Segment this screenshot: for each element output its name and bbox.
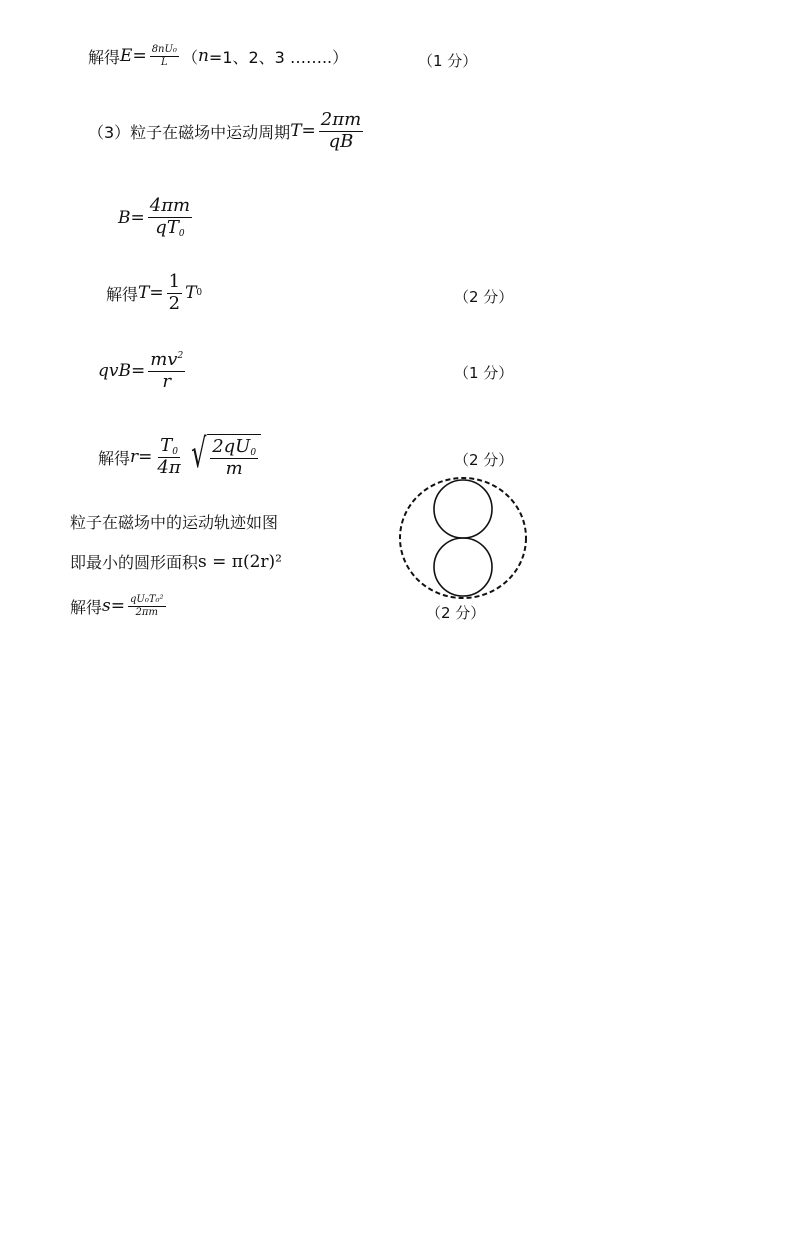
fraction-E [150, 44, 179, 68]
score-4: （2 分） [454, 288, 514, 306]
score-6: （2 分） [454, 451, 514, 469]
equals: = [301, 121, 316, 142]
fraction-denominator: qB [328, 130, 354, 152]
var-E: E [120, 46, 133, 66]
text-solve: 解得 [70, 597, 103, 617]
num-subscript: 0 [172, 446, 178, 457]
fraction-numerator: qU₀T₀² [130, 594, 164, 605]
text-min-area: 即最小的圆形面积 [70, 553, 199, 572]
var-s: s [102, 596, 111, 616]
fraction-numerator: 1 [168, 271, 181, 292]
line-8 [70, 550, 282, 573]
fraction-denominator: r [162, 370, 172, 392]
fraction-s [128, 594, 166, 618]
fraction-numerator: 4πm [149, 195, 191, 216]
fraction-denominator [153, 218, 186, 239]
fraction-denominator: 2 [168, 292, 181, 314]
equals: = [130, 361, 146, 382]
fraction-denominator: 2πm [135, 606, 158, 618]
equals: = [138, 447, 153, 468]
line-4 [106, 272, 202, 314]
fraction-sqrt [210, 437, 258, 480]
line-6 [98, 431, 261, 480]
fraction-T0-4pi [155, 436, 182, 479]
var-T: T [138, 283, 150, 304]
line-2 [88, 110, 366, 152]
text-solve: 解得 [88, 47, 121, 67]
fraction-denominator: 4π [157, 456, 181, 478]
var-n: n [197, 46, 209, 66]
upper-circle [434, 480, 492, 538]
lhs-qvB: qvB [98, 361, 131, 382]
line-7: 粒子在磁场中的运动轨迹如图 [70, 513, 279, 532]
den-subscript: 0 [178, 228, 185, 239]
equals: = [130, 207, 145, 228]
line-9 [70, 594, 169, 618]
T0-subscript: 0 [196, 288, 203, 299]
num-text: 2qU [212, 436, 251, 457]
text-solve: 解得 [106, 284, 139, 304]
den-text: qT [155, 216, 179, 238]
radical-sign: √ [190, 431, 207, 477]
var-B: B [118, 207, 131, 228]
fraction-half [167, 272, 182, 314]
num-text: mv [150, 349, 178, 370]
score-5: （1 分） [454, 364, 514, 382]
fraction-numerator: 8nU₀ [151, 44, 177, 55]
sqrt [186, 431, 261, 480]
equals: = [110, 596, 125, 616]
n-range: =1、2、3 ……..） [208, 47, 349, 67]
lower-circle [434, 538, 492, 596]
equals: = [132, 46, 147, 66]
score-9: （2 分） [426, 604, 486, 622]
fraction-B [148, 196, 192, 239]
fraction-numerator [158, 436, 180, 458]
text-solve: 解得 [98, 448, 131, 468]
line-3 [118, 196, 195, 239]
fraction-centripetal [148, 350, 185, 392]
score-1: （1 分） [418, 52, 478, 70]
text-period: （3）粒子在磁场中运动周期 [88, 122, 291, 142]
fraction-period [319, 110, 363, 152]
trajectory-figure [396, 476, 530, 600]
line-1 [88, 44, 348, 68]
num-superscript: 2 [177, 351, 184, 361]
var-T0: T [185, 283, 197, 304]
fraction-denominator: L [160, 56, 168, 68]
fraction-denominator: m [225, 458, 243, 480]
area-formula: s = π(2r)² [198, 551, 282, 572]
fraction-numerator: 2πm [320, 109, 362, 130]
fraction-numerator [148, 350, 185, 372]
num-text: T [160, 434, 173, 456]
paren-open: （ [181, 47, 198, 67]
var-T: T [290, 121, 302, 142]
equals: = [149, 283, 164, 304]
var-r: r [130, 447, 139, 468]
fraction-numerator [210, 437, 258, 459]
sqrt-body [207, 434, 261, 480]
line-5 [98, 350, 188, 392]
num-subscript: 0 [250, 448, 257, 458]
